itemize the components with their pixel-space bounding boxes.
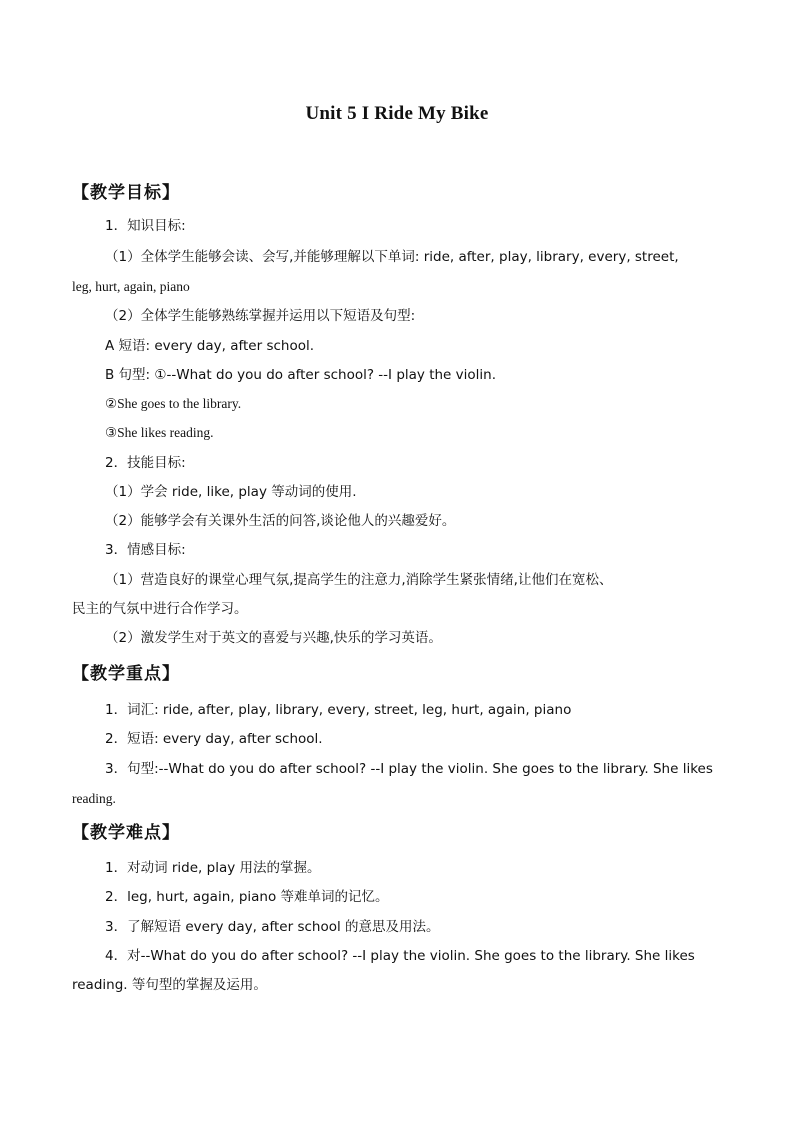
difficulties-line-5: reading. 等句型的掌握及运用。: [72, 977, 267, 993]
key-points-line-1: 1．词汇: ride, after, play, library, every, street, leg, hurt, again, piano: [105, 702, 572, 718]
goals-line-6: B 句型: ①--What do you do after school? --I play the violin.: [105, 367, 496, 383]
goals-line-8: ③She likes reading.: [105, 425, 214, 440]
difficulties-line-3: 3．了解短语 every day, after school 的意思及用法。: [105, 919, 440, 935]
goals-line-1: 1．知识目标:: [105, 218, 186, 234]
goals-line-3: leg, hurt, again, piano: [72, 279, 190, 294]
goals-line-15: （2）激发学生对于英文的喜爱与兴趣,快乐的学习英语。: [105, 630, 442, 646]
difficulties-line-1: 1．对动词 ride, play 用法的掌握。: [105, 860, 321, 876]
section-heading-goals: 【教学目标】: [72, 183, 180, 203]
difficulties-line-4: 4．对--What do you do after school? --I play the violin. She goes to the library. She likes: [105, 948, 695, 964]
section-heading-key-points: 【教学重点】: [72, 664, 180, 684]
section-heading-difficulties: 【教学难点】: [72, 823, 180, 843]
document-title: Unit 5 I Ride My Bike: [305, 103, 489, 124]
goals-line-7: ②She goes to the library.: [105, 396, 242, 411]
key-points-line-2: 2．短语: every day, after school.: [105, 731, 323, 747]
goals-line-4: （2）全体学生能够熟练掌握并运用以下短语及句型:: [105, 308, 416, 324]
goals-line-9: 2．技能目标:: [105, 455, 186, 471]
goals-line-13: （1）营造良好的课堂心理气氛,提高学生的注意力,消除学生紧张情绪,让他们在宽松、: [105, 572, 613, 588]
goals-line-2: （1）全体学生能够会读、会写,并能够理解以下单词: ride, after, play, library, every, street,: [105, 249, 679, 265]
goals-line-10: （1）学会 ride, like, play 等动词的使用.: [105, 484, 357, 500]
goals-line-11: （2）能够学会有关课外生活的问答,谈论他人的兴趣爱好。: [105, 513, 456, 529]
goals-line-14: 民主的气氛中进行合作学习。: [72, 601, 248, 617]
key-points-line-4: reading.: [72, 791, 116, 806]
goals-line-12: 3．情感目标:: [105, 542, 186, 558]
key-points-line-3: 3．句型:--What do you do after school? --I play the violin. She goes to the library. She likes: [105, 761, 713, 777]
difficulties-line-2: 2．leg, hurt, again, piano 等难单词的记忆。: [105, 889, 389, 905]
goals-line-5: A 短语: every day, after school.: [105, 338, 315, 354]
